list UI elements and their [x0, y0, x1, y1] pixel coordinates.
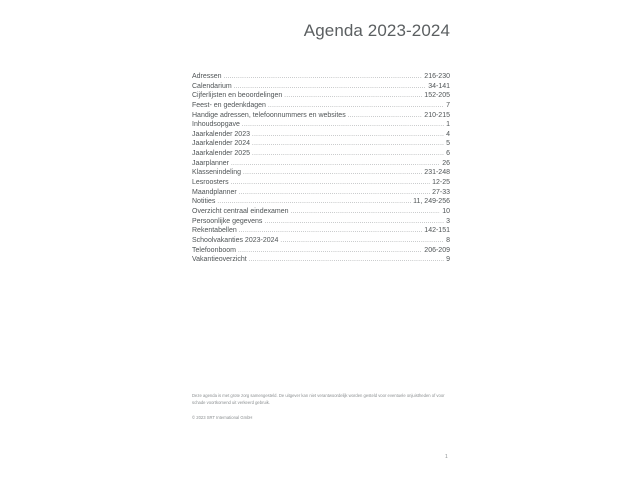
- toc-entry-page: 7: [446, 101, 450, 109]
- toc-entry-page: 12-25: [432, 179, 450, 187]
- toc-entry: [192, 217, 450, 227]
- toc-entry-page: 231-248: [424, 169, 450, 177]
- toc-leader-dots: [348, 112, 423, 122]
- toc-entry-page: 10: [442, 207, 450, 215]
- toc-entry-label: Calendarium: [192, 82, 232, 90]
- copyright-text: © 2023 SRT International GmbH: [192, 415, 253, 420]
- toc-leader-dots: [238, 247, 422, 257]
- toc-entry-label: Persoonlijke gegevens: [192, 217, 263, 225]
- toc-entry-label: Inhoudsopgave: [192, 121, 240, 129]
- toc-entry-label: Feest- en gedenkdagen: [192, 101, 266, 109]
- toc-entry: [192, 82, 450, 92]
- page-title: Agenda 2023-2024: [303, 21, 450, 40]
- toc-leader-dots: [252, 150, 444, 160]
- toc-leader-dots: [239, 189, 430, 199]
- toc-entry-page: 152-205: [424, 92, 450, 100]
- toc-entry: [192, 226, 450, 236]
- toc-entry-page: 6: [446, 150, 450, 158]
- toc-entry-page: 11, 249-256: [413, 198, 450, 206]
- toc-entry: [192, 120, 450, 130]
- toc-entry-page: 1: [446, 121, 450, 129]
- toc-leader-dots: [249, 256, 444, 266]
- toc-entry-label: Overzicht centraal eindexamen: [192, 207, 289, 215]
- toc-entry-label: Adressen: [192, 73, 222, 80]
- toc-entry-page: 3: [446, 217, 450, 225]
- toc-entry: [192, 139, 450, 149]
- toc-leader-dots: [291, 208, 441, 218]
- toc-entry: [192, 197, 450, 207]
- toc-entry-page: 8: [446, 236, 450, 244]
- toc-entry-label: Jaarplanner: [192, 159, 229, 167]
- toc-entry: [192, 159, 450, 169]
- toc-leader-dots: [243, 169, 422, 179]
- toc-entry: [192, 188, 450, 198]
- toc-entry-page: 4: [446, 130, 450, 138]
- toc-entry-label: Rekentabellen: [192, 227, 237, 235]
- toc-entry-label: Handige adressen, telefoonnummers en websites: [192, 111, 346, 119]
- toc-entry-label: Cijferlijsten en beoordelingen: [192, 92, 283, 100]
- toc-entry: [192, 178, 450, 188]
- disclaimer-text: Deze agenda is met grote zorg samengesteld. De uitgever kan niet verantwoordelijk worden gesteld voor eventuele onjuistheden of voor schade voortkomend uit verkeerd gebruik.: [192, 393, 445, 405]
- toc-leader-dots: [284, 92, 422, 102]
- toc-entry: [192, 236, 450, 246]
- toc-entry-page: 34-141: [428, 82, 450, 90]
- toc-entry: [192, 72, 450, 82]
- toc-leader-dots: [231, 160, 440, 170]
- toc-entry-label: Jaarkalender 2023: [192, 130, 250, 138]
- toc-entry-label: Klassenindeling: [192, 169, 242, 177]
- toc-entry-page: 210-215: [424, 111, 450, 119]
- toc-entry-label: Telefoonboom: [192, 246, 236, 254]
- toc-entry-label: Maandplanner: [192, 188, 237, 196]
- toc-entry: [192, 101, 450, 111]
- toc-entry-page: 9: [446, 256, 450, 264]
- toc-entry-page: 27-33: [432, 188, 450, 196]
- toc-leader-dots: [252, 131, 444, 141]
- toc-entry-page: 142-151: [424, 227, 450, 235]
- toc-entry-label: Jaarkalender 2024: [192, 140, 250, 148]
- toc-leader-dots: [252, 140, 444, 150]
- toc-entry-label: Vakantieoverzicht: [192, 256, 247, 264]
- toc-leader-dots: [280, 237, 444, 247]
- toc-leader-dots: [242, 121, 444, 131]
- toc-entry-page: 5: [446, 140, 450, 148]
- toc-entry-label: Jaarkalender 2025: [192, 150, 250, 158]
- toc-entry: [192, 91, 450, 101]
- toc-entry: [192, 149, 450, 159]
- toc-entry: [192, 207, 450, 217]
- toc-leader-dots: [231, 179, 431, 189]
- page-number: 1: [445, 454, 448, 460]
- toc-entry-label: Notities: [192, 198, 216, 206]
- toc-entry-page: 206-209: [424, 246, 450, 254]
- toc-entry-label: Lesroosters: [192, 179, 229, 187]
- toc-entry-page: 216-230: [424, 73, 450, 80]
- toc-entry: [192, 246, 450, 256]
- toc-entry: [192, 130, 450, 140]
- toc-entry: [192, 255, 450, 265]
- toc-entry-page: 26: [442, 159, 450, 167]
- toc-entry: [192, 111, 450, 121]
- toc-entry: [192, 168, 450, 178]
- toc-leader-dots: [224, 73, 423, 83]
- toc-leader-dots: [264, 218, 444, 228]
- toc-entry-label: Schoolvakanties 2023-2024: [192, 236, 279, 244]
- table-of-contents: [192, 72, 450, 265]
